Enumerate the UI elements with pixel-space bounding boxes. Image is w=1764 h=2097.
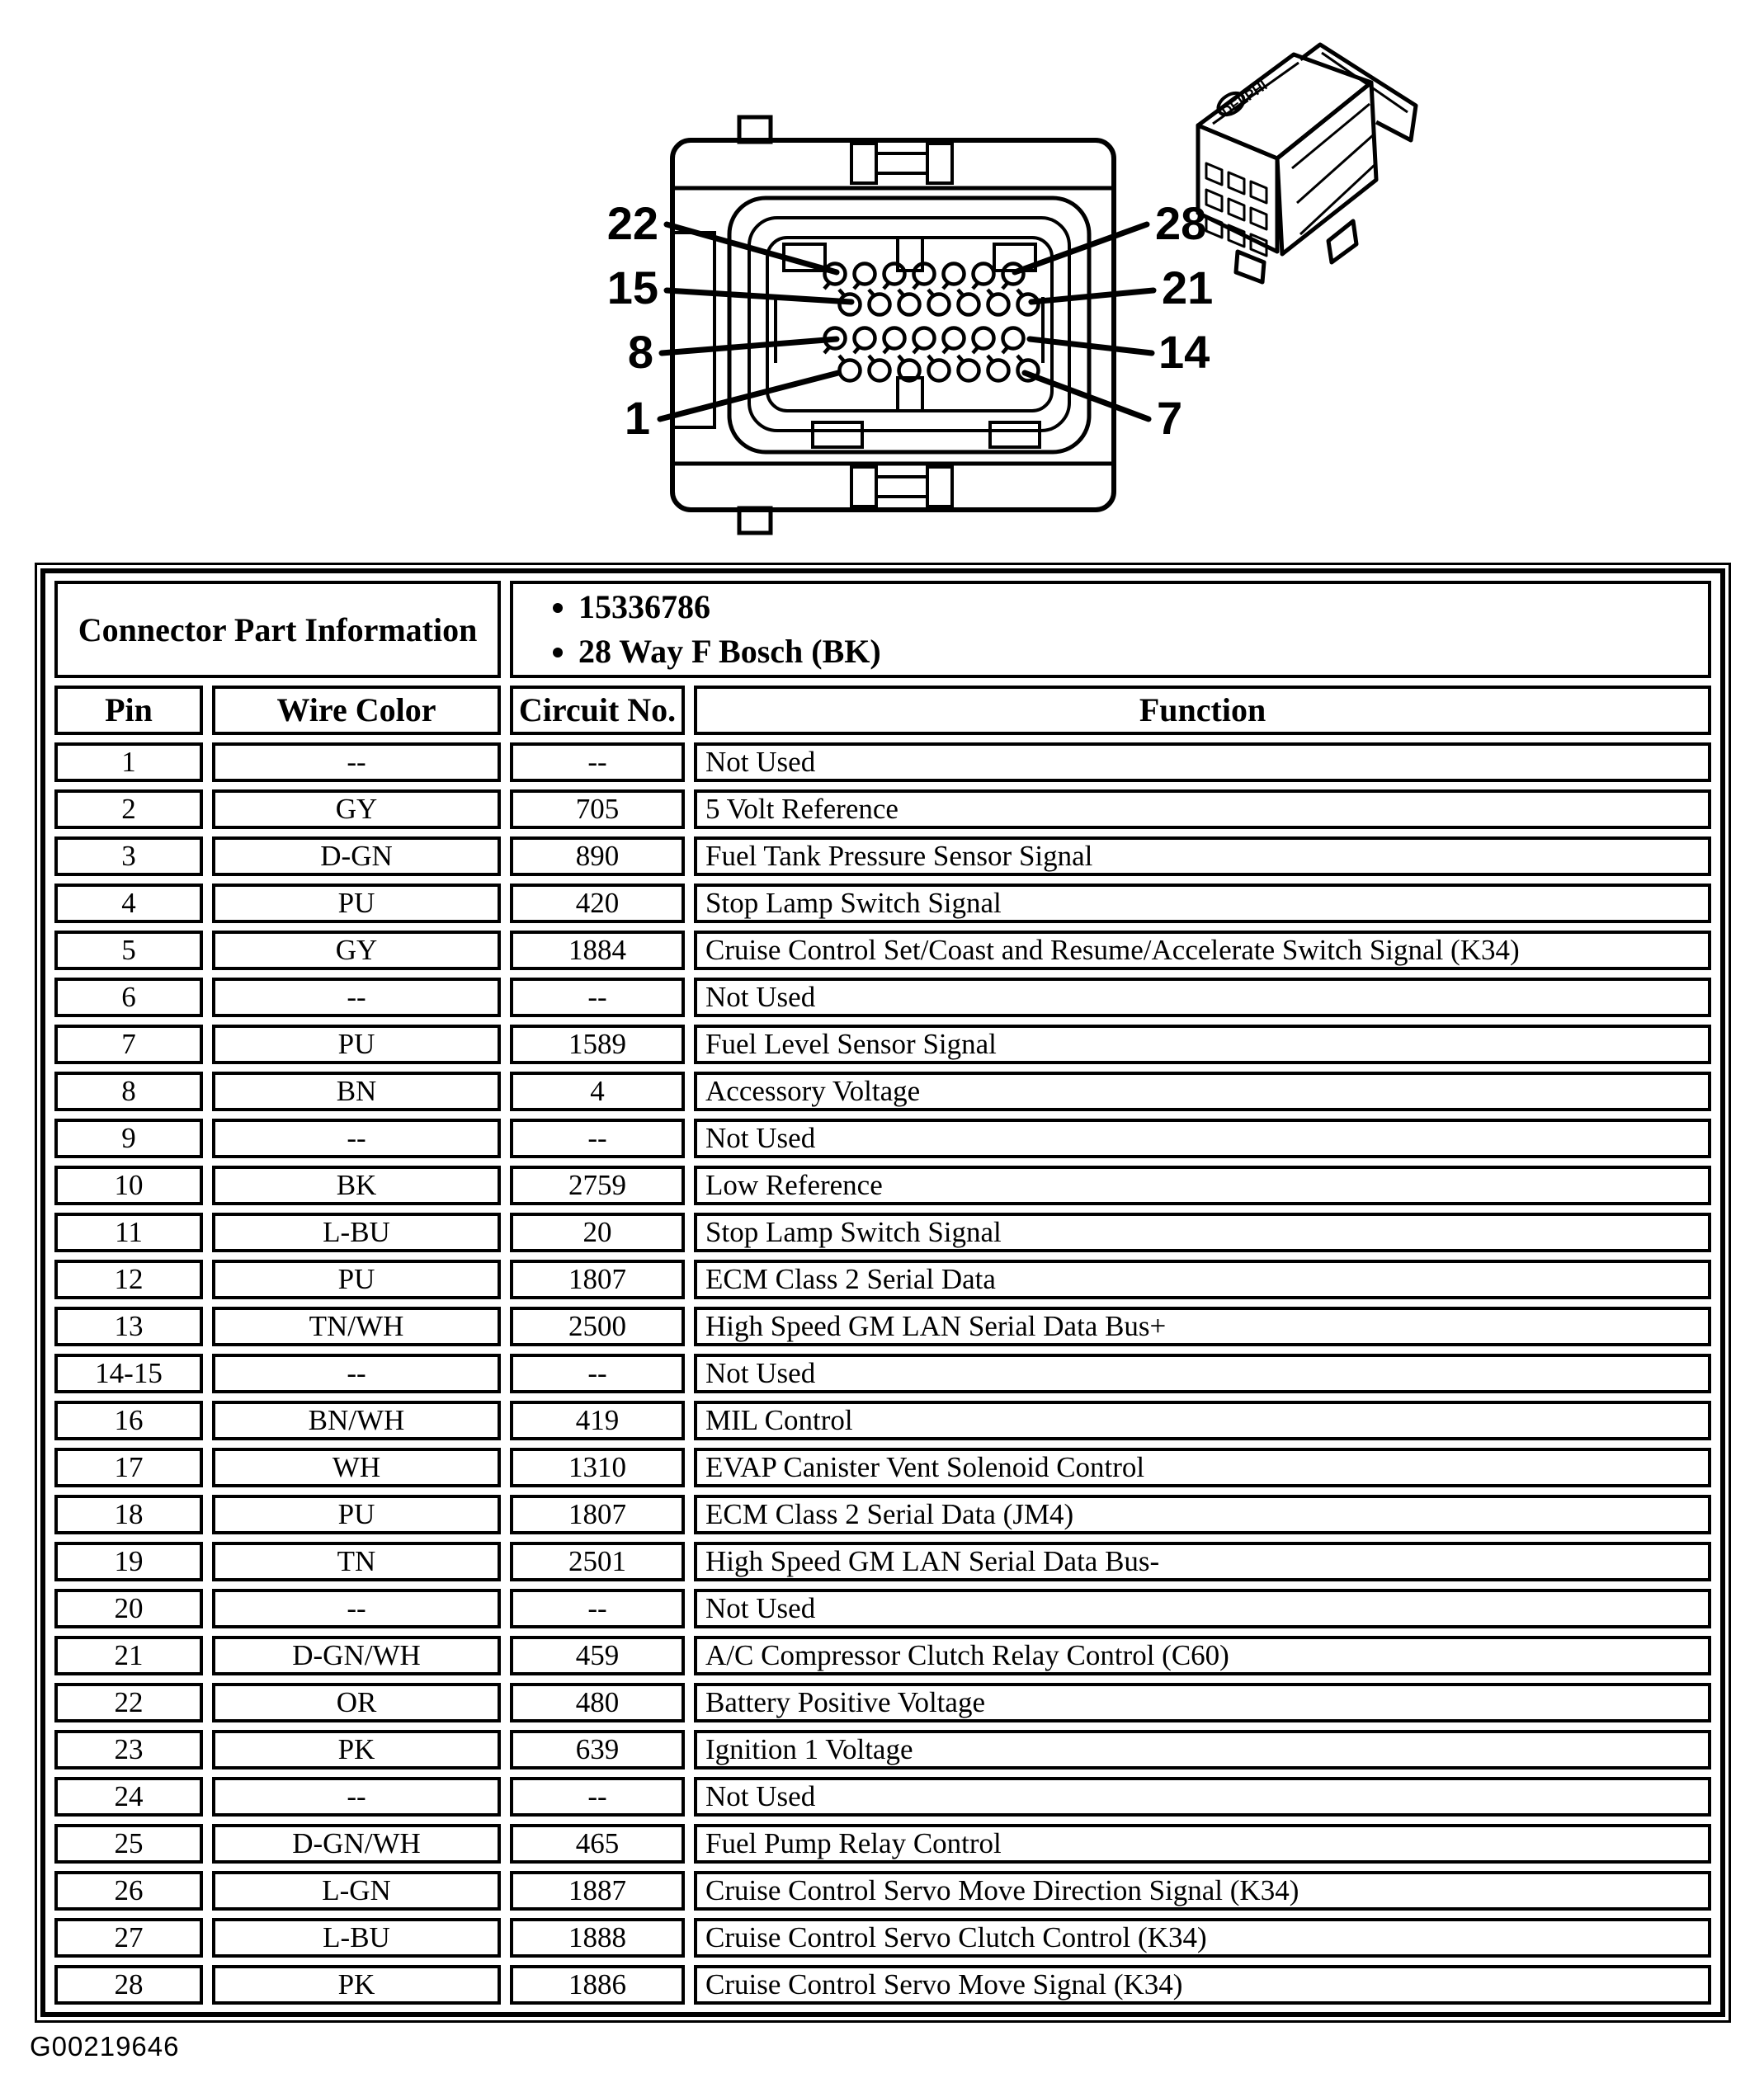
wire-color-cell: D-GN/WH [212,1636,501,1675]
table-row [54,836,1711,876]
function-cell: Cruise Control Servo Move Signal (K34) [694,1965,1711,2005]
pin-label-14: 14 [1158,326,1210,378]
pin-hole [988,356,1009,381]
wire-color-cell: D-GN/WH [212,1824,501,1864]
wire-color-cell: -- [212,1119,501,1158]
function-cell: Accessory Voltage [694,1072,1711,1111]
function-cell: Not Used [694,1354,1711,1393]
table-row [54,1918,1711,1958]
table-row [54,1166,1711,1205]
pin-cell: 25 [54,1824,203,1864]
pin-cell: 9 [54,1119,203,1158]
pin-cell: 5 [54,931,203,970]
table-row [54,1495,1711,1534]
table-row [54,1025,1711,1064]
wire-color-cell: WH [212,1448,501,1487]
pin-cell: 22 [54,1683,203,1722]
pin-cell: 10 [54,1166,203,1205]
function-cell: Ignition 1 Voltage [694,1730,1711,1769]
function-cell: Battery Positive Voltage [694,1683,1711,1722]
function-cell: EVAP Canister Vent Solenoid Control [694,1448,1711,1487]
connector-face-drawing [672,117,1114,533]
circuit-no-cell: -- [510,1777,685,1817]
circuit-no-cell: 480 [510,1683,685,1722]
figure-id: G00219646 [30,2031,180,2062]
function-cell: ECM Class 2 Serial Data (JM4) [694,1495,1711,1534]
function-cell: Not Used [694,978,1711,1017]
wire-color-cell: PU [212,1495,501,1534]
pin-hole [988,290,1009,315]
pin-hole [973,328,994,354]
circuit-no-cell: 2500 [510,1307,685,1346]
pin-hole [899,290,920,315]
wire-color-cell: PU [212,884,501,923]
table-row [54,884,1711,923]
function-cell: Not Used [694,1119,1711,1158]
circuit-no-cell: 2759 [510,1166,685,1205]
brand-text: DELPHI [1219,77,1271,120]
terminal-slot [1206,190,1222,211]
function-cell: MIL Control [694,1401,1711,1440]
pin-hole [958,290,979,315]
part-info-row [54,581,1711,678]
circuit-no-cell: 1887 [510,1871,685,1911]
wire-color-cell: -- [212,1354,501,1393]
function-cell: Fuel Pump Relay Control [694,1824,1711,1864]
function-cell: Stop Lamp Switch Signal [694,884,1711,923]
table-row [54,1072,1711,1111]
pin-hole [854,328,875,354]
pin-hole [884,264,905,290]
table-row [54,1589,1711,1628]
circuit-no-cell: -- [510,1354,685,1393]
function-cell: Cruise Control Set/Coast and Resume/Accelerate Switch Signal (K34) [694,931,1711,970]
pin-label-1: 1 [624,392,650,444]
wire-color-cell: PK [212,1730,501,1769]
wire-color-cell: D-GN [212,836,501,876]
connector-type: • 28 Way F Bosch (BK) [578,629,1707,674]
table-row [54,1636,1711,1675]
part-info-list [514,585,1707,674]
function-cell: High Speed GM LAN Serial Data Bus- [694,1542,1711,1581]
wire-color-cell: PU [212,1260,501,1299]
wire-color-cell: -- [212,978,501,1017]
pin-cavity-grid [824,264,1039,381]
pin-cell: 18 [54,1495,203,1534]
pin-cell: 1 [54,742,203,782]
function-cell: ECM Class 2 Serial Data [694,1260,1711,1299]
circuit-no-cell: -- [510,1589,685,1628]
circuit-no-cell: 419 [510,1401,685,1440]
pin-cell: 26 [54,1871,203,1911]
pin-cell: 8 [54,1072,203,1111]
wire-color-cell: TN [212,1542,501,1581]
pin-hole [884,328,905,354]
pin-cell: 27 [54,1918,203,1958]
table-row [54,1683,1711,1722]
pin-label-22: 22 [606,197,658,249]
pin-hole [928,356,950,381]
circuit-no-cell: 1807 [510,1260,685,1299]
terminal-slot [1206,163,1222,185]
circuit-no-cell: 420 [510,884,685,923]
column-header-wire: Wire Color [212,686,501,735]
pin-hole [1002,328,1024,354]
table-row [54,1401,1711,1440]
terminal-slot [1229,199,1244,220]
table-row [54,1542,1711,1581]
function-cell: Low Reference [694,1166,1711,1205]
function-cell: Fuel Tank Pressure Sensor Signal [694,836,1711,876]
pin-cell: 24 [54,1777,203,1817]
wire-color-cell: L-BU [212,1918,501,1958]
circuit-no-cell: 20 [510,1213,685,1252]
table-row [54,1213,1711,1252]
pinout-table [35,563,1731,2023]
pin-hole [943,328,965,354]
pin-hole [869,290,890,315]
connector-3d-sketch [1198,45,1416,282]
pin-cell: 12 [54,1260,203,1299]
function-cell: 5 Volt Reference [694,789,1711,829]
circuit-no-cell: -- [510,978,685,1017]
pin-label-7: 7 [1157,392,1183,444]
column-header-function: Function [694,686,1711,735]
terminal-slot [1251,208,1266,229]
function-cell: Cruise Control Servo Move Direction Signal (K34) [694,1871,1711,1911]
pin-cell: 7 [54,1025,203,1064]
table-row [54,931,1711,970]
pin-label-8: 8 [627,326,653,378]
wire-color-cell: TN/WH [212,1307,501,1346]
pin-hole [943,264,965,290]
wire-color-cell: -- [212,1777,501,1817]
table-row [54,1824,1711,1864]
circuit-no-cell: 2501 [510,1542,685,1581]
pin-label-28: 28 [1155,197,1207,249]
wire-color-cell: BK [212,1166,501,1205]
pin-hole [839,356,861,381]
table-row [54,978,1711,1017]
wire-color-cell: L-BU [212,1213,501,1252]
table-row [54,1119,1711,1158]
part-number: • 15336786 [578,585,1707,629]
function-cell: Not Used [694,1589,1711,1628]
wire-color-cell: PK [212,1965,501,2005]
terminal-slot [1251,181,1266,203]
table-row [54,742,1711,782]
function-cell: Fuel Level Sensor Signal [694,1025,1711,1064]
pin-hole [958,356,979,381]
pin-hole [869,356,890,381]
wire-color-cell: GY [212,789,501,829]
pin-cell: 2 [54,789,203,829]
table-row [54,1260,1711,1299]
column-header-row [54,686,1711,735]
pin-cell: 13 [54,1307,203,1346]
pin-hole [973,264,994,290]
pin-cell: 4 [54,884,203,923]
wire-color-cell: GY [212,931,501,970]
circuit-no-cell: 1884 [510,931,685,970]
circuit-no-cell: 1807 [510,1495,685,1534]
pin-hole [854,264,875,290]
circuit-no-cell: -- [510,742,685,782]
function-cell: Not Used [694,742,1711,782]
pin-cell: 23 [54,1730,203,1769]
circuit-no-cell: 459 [510,1636,685,1675]
function-cell: A/C Compressor Clutch Relay Control (C60) [694,1636,1711,1675]
pin-cell: 28 [54,1965,203,2005]
pin-cell: 20 [54,1589,203,1628]
pin-hole [928,290,950,315]
wire-color-cell: OR [212,1683,501,1722]
circuit-no-cell: 639 [510,1730,685,1769]
pin-cell: 3 [54,836,203,876]
circuit-no-cell: 465 [510,1824,685,1864]
table-row [54,1354,1711,1393]
column-header-pin: Pin [54,686,203,735]
table-row [54,1307,1711,1346]
wire-color-cell: PU [212,1025,501,1064]
table-row [54,1730,1711,1769]
circuit-no-cell: 890 [510,836,685,876]
table-row [54,1777,1711,1817]
wire-color-cell: -- [212,742,501,782]
table-row [54,789,1711,829]
pin-cell: 11 [54,1213,203,1252]
wire-color-cell: BN [212,1072,501,1111]
function-cell: Cruise Control Servo Clutch Control (K34) [694,1918,1711,1958]
pin-cell: 17 [54,1448,203,1487]
column-header-circuit: Circuit No. [510,686,685,735]
terminal-slot [1229,172,1244,194]
pin-cell: 6 [54,978,203,1017]
function-cell: High Speed GM LAN Serial Data Bus+ [694,1307,1711,1346]
circuit-no-cell: 1589 [510,1025,685,1064]
pin-hole [913,328,935,354]
circuit-no-cell: 4 [510,1072,685,1111]
part-info-label: Connector Part Information [54,581,501,678]
pin-cell: 21 [54,1636,203,1675]
pin-cell: 19 [54,1542,203,1581]
circuit-no-cell: 1886 [510,1965,685,2005]
table-row [54,1965,1711,2005]
circuit-no-cell: 1888 [510,1918,685,1958]
wire-color-cell: -- [212,1589,501,1628]
table-row [54,1871,1711,1911]
connector-pinout-figure [0,0,1764,561]
pin-label-21: 21 [1162,262,1214,313]
function-cell: Stop Lamp Switch Signal [694,1213,1711,1252]
wire-color-cell: L-GN [212,1871,501,1911]
circuit-no-cell: 1310 [510,1448,685,1487]
circuit-no-cell: 705 [510,789,685,829]
table-row [54,1448,1711,1487]
pin-label-15: 15 [606,262,658,313]
circuit-no-cell: -- [510,1119,685,1158]
part-info-values [510,581,1711,678]
pin-cell: 16 [54,1401,203,1440]
pin-cell: 14-15 [54,1354,203,1393]
function-cell: Not Used [694,1777,1711,1817]
wire-color-cell: BN/WH [212,1401,501,1440]
